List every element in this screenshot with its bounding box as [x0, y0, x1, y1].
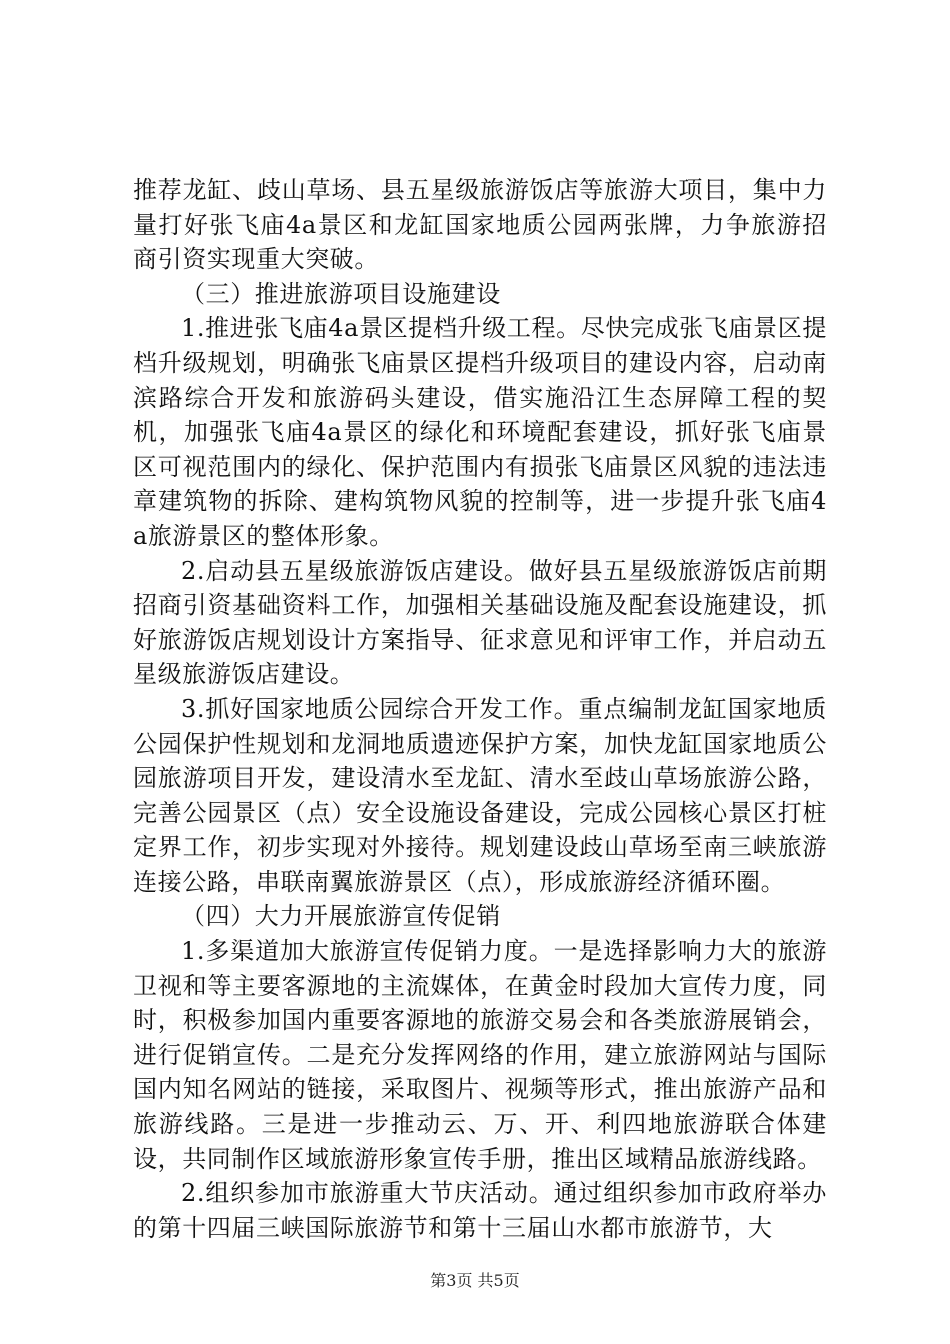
- paragraph-continuation: 推荐龙缸、歧山草场、县五星级旅游饭店等旅游大项目，集中力量打好张飞庙4a景区和龙缸国家地质公园两张牌，力争旅游招商引资实现重大突破。: [133, 176, 827, 274]
- paragraph-item-4-1: 1.多渠道加大旅游宣传促销力度。一是选择影响力大的旅游卫视和等主要客源地的主流媒体，在黄金时段加大宣传力度，同时，积极参加国内重要客源地的旅游交易会和各类旅游展销会，进行促销宣传。二是充分发挥网络的作用，建立旅游网站与国际国内知名网站的链接，采取图片、视频等形式，推出旅游产品和旅游线路。三是进一步推动云、万、开、利四地旅游联合体建设，共同制作区域旅游形象宣传手册，推出区域精品旅游线路。: [133, 937, 827, 1173]
- page-number-label: 第3页 共5页: [430, 1271, 520, 1290]
- paragraph-item-4-2: 2.组织参加市旅游重大节庆活动。通过组织参加市政府举办的第十四届三峡国际旅游节和第十三届山水都市旅游节，大: [133, 1179, 827, 1242]
- paragraph-item-3-3: 3.抓好国家地质公园综合开发工作。重点编制龙缸国家地质公园保护性规划和龙洞地质遗迹保护方案，加快龙缸国家地质公园旅游项目开发，建设清水至龙缸、清水至歧山草场旅游公路，完善公园景区（点）安全设施设备建设，完成公园核心景区打桩定界工作，初步实现对外接待。规划建设歧山草场至南三峡旅游连接公路，串联南翼旅游景区（点），形成旅游经济循环圈。: [133, 694, 827, 896]
- page-footer: [0, 1270, 950, 1292]
- paragraph-item-3-1: 1.推进张飞庙4a景区提档升级工程。尽快完成张飞庙景区提档升级规划，明确张飞庙景区提档升级项目的建设内容，启动南滨路综合开发和旅游码头建设，借实施沿江生态屏障工程的契机，加强张飞庙4a景区的绿化和环境配套建设，抓好张飞庙景区可视范围内的绿化、保护范围内有损张飞庙景区风貌的违法违章建筑物的拆除、建构筑物风貌的控制等，进一步提升张飞庙4a旅游景区的整体形象。: [133, 314, 827, 550]
- document-body: [133, 173, 827, 1245]
- section-heading-4: （四）大力开展旅游宣传促销: [181, 902, 501, 931]
- section-heading-3: （三）推进旅游项目设施建设: [181, 279, 501, 308]
- paragraph-item-3-2: 2.启动县五星级旅游饭店建设。做好县五星级旅游饭店前期招商引资基础资料工作，加强相关基础设施及配套设施建设，抓好旅游饭店规划设计方案指导、征求意见和评审工作，并启动五星级旅游饭店建设。: [133, 556, 827, 689]
